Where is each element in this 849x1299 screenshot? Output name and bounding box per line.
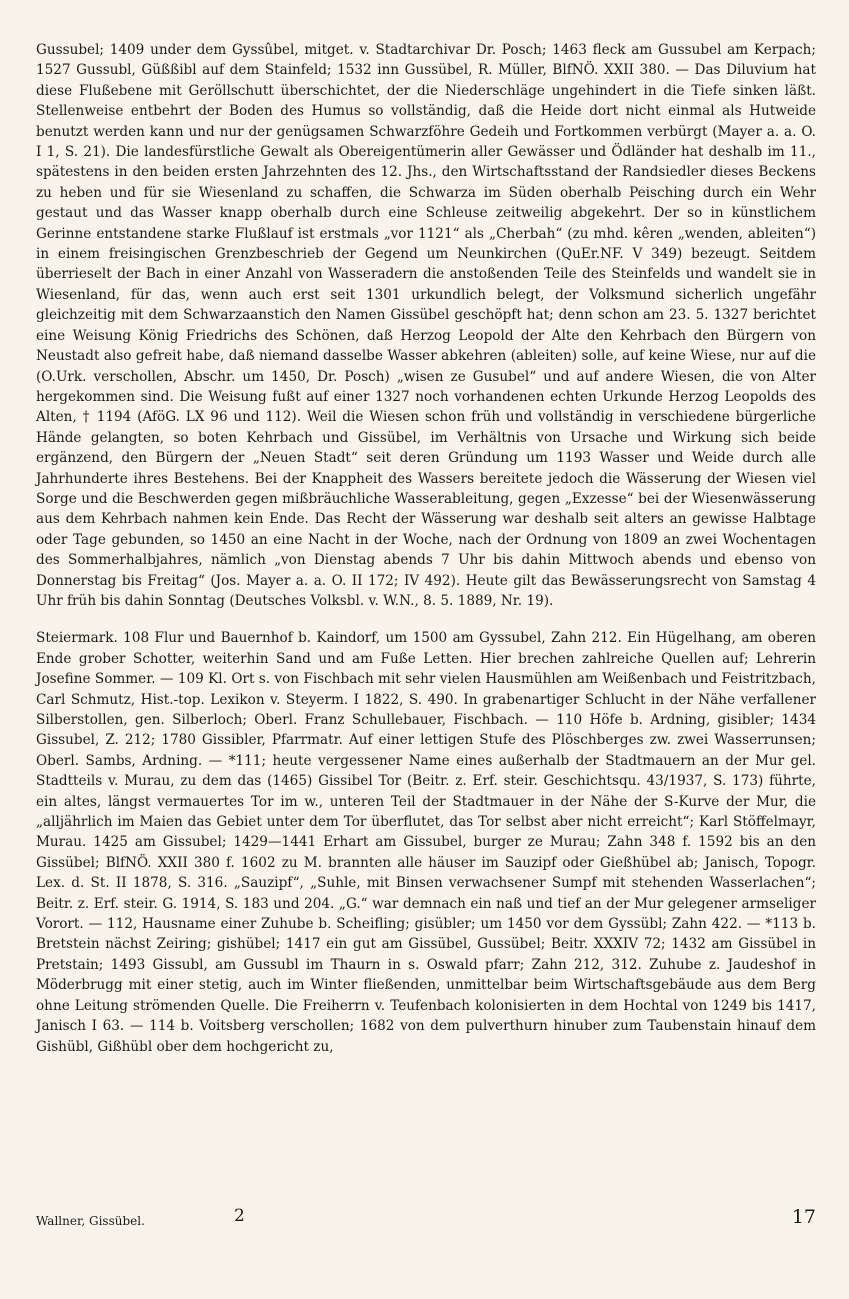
signature-mark: 2 xyxy=(234,1206,245,1226)
paragraph-steiermark: Steiermark. 108 Flur und Bauernhof b. Kaindorf, um 1500 am Gyssubel, Zahn 212. Ein Hügelhang, am oberen Ende grober Schotter, weiterhin Sand und am Fuße Letten. Hier brechen zahlreiche Quellen auf; Lehrerin Josefine Sommer. — 109 Kl. Ort s. von Fischbach mit sehr vielen Hausmühlen am Weißenbach und Feistritzbach, Carl Schmutz, Hist.-top. Lexikon v. Steyerm. I 1822, S. 490. In grabenartiger Schlucht in der Nähe verfallener Silberstollen, gen. Silberloch; Oberl. Franz Schullebauer, Fischbach. — 110 Höfe b. Ardning, gisibler; 1434 Gissubel, Z. 212; 1780 Gissibler, Pfarrmatr. Auf einer lettigen Stufe des Plöschberges zw. zwei Wasserrunsen; Oberl. Sambs, Ardning. — *111; heute vergessener Name eines außerhalb der Stadtmauern an der Mur gel. Stadtteils v. Murau, zu dem das (1465) Gissibel Tor (Beitr. z. Erf. steir. Geschichtsqu. 43/1937, S. 173) führte, ein altes, längst vermauertes Tor im w., unteren Teil der Stadtmauer in der Nähe der S-Kurve der Mur, die „alljährlich im Maien das Gebiet unter dem Tor überflutet, das Tor selbst aber nicht erreicht“; Karl Stöffelmayr, Murau. 1425 am Gissubel; 1429—1441 Erhart am Gissubel, burger ze Murau; Zahn 348 f. 1592 bis an den Gissübel; BlfNÖ. XXII 380 f. 1602 zu M. brannten alle häuser im Sauzipf oder Gießhübel ab; Janisch, Topogr. Lex. d. St. II 1878, S. 316. „Sauzipf“, „Suhle, mit Binsen verwachsener Sumpf mit stehenden Wasserlachen“; Beitr. z. Erf. steir. G. 1914, S. 183 und 204. „G.“ war demnach ein naß und tief an der Mur gelegener armseliger Vorort. — 112, Hausname einer Zuhube b. Scheifling; gisübler; um 1450 vor dem Gyssübl; Zahn 422. — *113 b. Bretstein nächst Zeiring; gishübel; 1417 ein gut am Gissübel, Gussübel; Beitr. XXXIV 72; 1432 am Gissübel in Pretstain; 1493 Gissubl, am Gussubl im Thaurn in s. Oswald pfarr; Zahn 212, 312. Zuhube z. Jaudeshof in Möderbrugg mit einer stetig, auch im Winter fließenden, unmittelbar beim Wirtschaftsgebäude aus dem Berg ohne Leitung strömenden Quelle. Die Freiherrn v. Teufenbach kolonisierten in dem Hochtal von 1249 bis 1417, Janisch I 63. — 114 b. Voitsberg verschollen; 1682 von dem pulverthurn hinuber zum Taubenstain hinauf dem Gishübl, Gißhübl ober dem hochgericht zu, xyxy=(36,630,816,1055)
page-footer xyxy=(36,1206,816,1236)
body-text xyxy=(36,40,816,1057)
page-number: 17 xyxy=(791,1206,816,1228)
footer-author-title: Wallner, Gissübel. xyxy=(36,1214,145,1228)
paragraph-kehrbach: Gussubel; 1409 under dem Gyssûbel, mitget. v. Stadtarchivar Dr. Posch; 1463 fleck am Gussubel am Kerpach; 1527 Gussubl, Güßßibl auf dem Stainfeld; 1532 inn Gussübel, R. Müller, BlfNÖ. XXII 380. — Das Diluvium hat diese Flußebene mit Geröllschutt überschichtet, der die Niederschläge ungehindert in die Tiefe sinken läßt. Stellenweise entbehrt der Boden des Humus so vollständig, daß die Heide dort nicht einmal als Hutweide benutzt werden kann und nur der genügsamen Schwarzföhre Gedeih und Fortkommen verbürgt (Mayer a. a. O. I 1, S. 21). Die landesfürstliche Gewalt als Obereigentümerin aller Gewässer und Ödländer hat deshalb im 11., spätestens in den beiden ersten Jahrzehnten des 12. Jhs., den Wirtschaftsstand der Randsiedler dieses Beckens zu heben und für sie Wiesenland zu schaffen, die Schwarza im Süden oberhalb Peisching durch ein Wehr gestaut und das Wasser knapp oberhalb durch eine Schleuse zeitweilig abgekehrt. Der so in künstlichem Gerinne entstandene starke Flußlauf ist erstmals „vor 1121“ als „Cherbah“ (zu mhd. kêren „wenden, ableiten“) in einem freisingischen Grenzbeschrieb der Gegend um Neunkirchen (QuEr.NF. V 349) bezeugt. Seitdem überrieselt der Bach in einer Anzahl von Wasseradern die anstoßenden Teile des Steinfelds und wandelt sie in Wiesenland, für das, wenn auch erst seit 1301 urkundlich belegt, der Volksmund sicherlich ungefähr gleichzeitig mit dem Schwarzaanstich den Namen Gissübel geschöpft hat; denn schon am 23. 5. 1327 berichtet eine Weisung König Friedrichs des Schönen, daß Herzog Leopold der Alte den Kehrbach den Bürgern von Neustadt also gefreit habe, daß niemand dasselbe Wasser abkehren (ableiten) solle, auf keine Wiese, nur auf die (O.Urk. verschollen, Abschr. um 1450, Dr. Posch) „wisen ze Gusubel“ und auf andere Wiesen, die von Alter hergekommen sind. Die Weisung fußt auf einer 1327 noch vorhandenen echten Urkunde Herzog Leopolds des Alten, † 1194 (AföG. LX 96 und 112). Weil die Wiesen schon früh und vollständig in verschiedene bürgerliche Hände gelangten, so boten Kehrbach und Gissübel, im Verhältnis von Ursache und Wirkung sich beide ergänzend, den Bürgern der „Neuen Stadt“ seit deren Gründung um 1193 Wasser und Weide durch alle Jahrhunderte ihres Bestehens. Bei der Knappheit des Wassers bereitete jedoch die Wässerung der Wiesen viel Sorge und die Beschwerden gegen mißbräuchliche Wasserableitung, gegen „Exzesse“ bei der Wiesenwässerung aus dem Kehrbach nahmen kein Ende. Das Recht der Wässerung war deshalb seit alters an gewisse Halbtage oder Tage gebunden, so 1450 an eine Nacht in der Woche, nach der Ordnung von 1809 an zwei Wochentagen des Sommerhalbjahres, nämlich „von Dienstag abends 7 Uhr bis dahin Mittwoch abends und ebenso von Donnerstag bis Freitag“ (Jos. Mayer a. a. O. II 172; IV 492). Heute gilt das Bewässerungsrecht von Samstag 4 Uhr früh bis dahin Sonntag (Deutsches Volksbl. v. W.N., 8. 5. 1889, Nr. 19). xyxy=(36,42,816,609)
